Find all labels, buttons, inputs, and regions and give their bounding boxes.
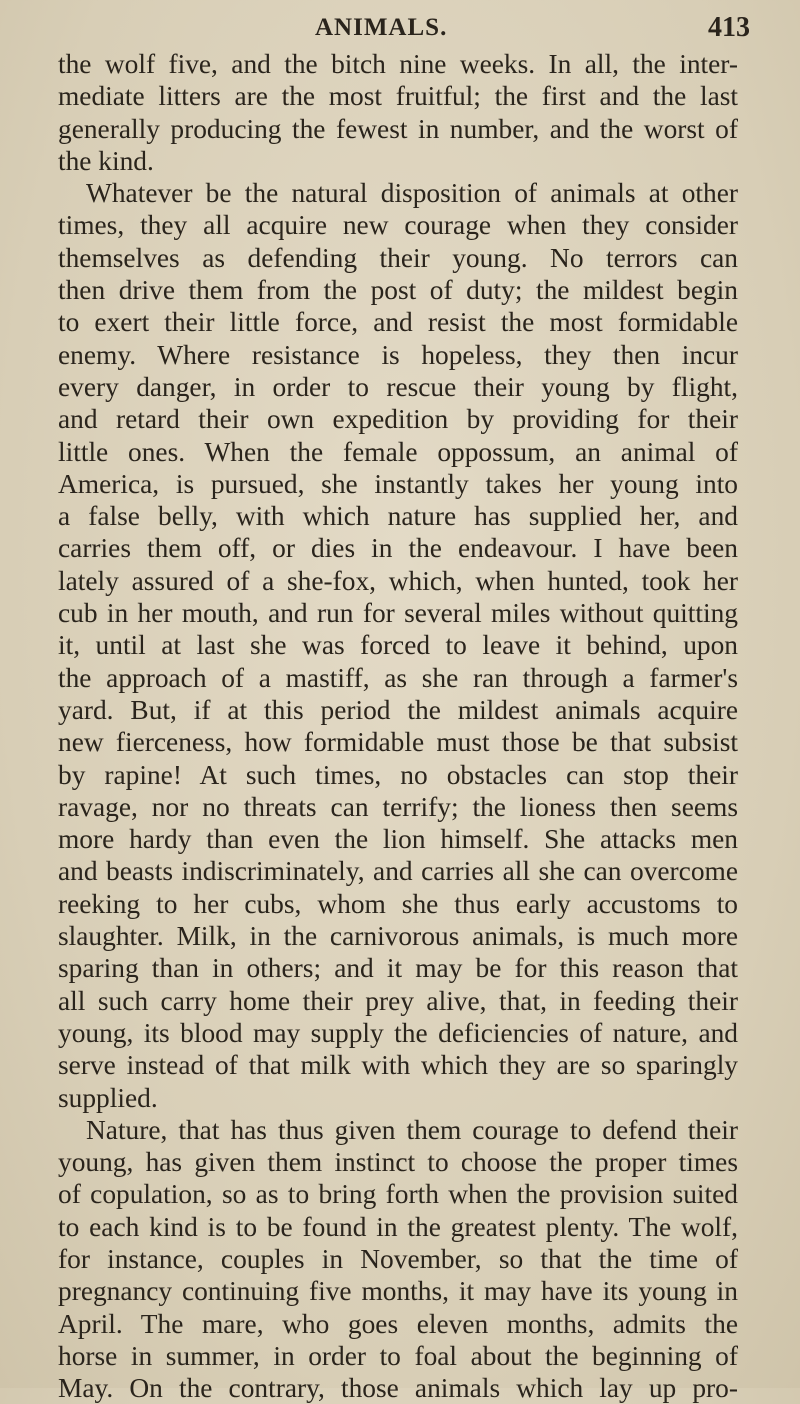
running-head: ANIMALS. — [315, 14, 448, 41]
body-text — [58, 48, 738, 1404]
text-line: by rapine! At such times, no obstacles can stop their — [58, 759, 738, 790]
text-line: carries them off, or dies in the endeavour. I have been — [58, 533, 738, 564]
text-line: more hardy than even the lion himself. She attacks men — [58, 824, 738, 855]
page-number: 413 — [708, 12, 750, 43]
text-line: themselves as defending their young. No terrors can — [58, 242, 738, 273]
text-line: the wolf five, and the bitch nine weeks. In all, the inter- — [58, 49, 738, 79]
text-line: yard. But, if at this period the mildest animals acquire — [58, 694, 738, 725]
text-line: generally producing the fewest in number, and the worst of — [58, 113, 738, 144]
text-line: serve instead of that milk with which they are so sparingly — [58, 1050, 738, 1081]
text-line: enemy. Where resistance is hopeless, they then incur — [58, 339, 738, 370]
text-line: a false belly, with which nature has supplied her, and — [58, 501, 738, 532]
text-line: ravage, nor no threats can terrify; the lioness then seems — [58, 791, 738, 822]
text-line: slaughter. Milk, in the carnivorous animals, is much more — [58, 921, 738, 952]
text-line: the kind. — [58, 145, 154, 176]
text-line: and beasts indiscriminately, and carries all she can overcome — [58, 856, 738, 887]
text-line: pregnancy continuing five months, it may have its young in — [58, 1276, 738, 1307]
text-line: new fierceness, how formidable must those be that subsist — [58, 727, 738, 758]
text-line: horse in summer, in order to foal about the beginning of — [58, 1340, 738, 1371]
text-line: all such carry home their prey alive, that, in feeding their — [58, 985, 738, 1016]
text-line: and retard their own expedition by providing for their — [58, 404, 738, 435]
text-line: young, has given them instinct to choose the proper times — [58, 1147, 738, 1178]
text-line: little ones. When the female oppossum, an animal of — [58, 436, 738, 467]
text-line: the approach of a mastiff, as she ran through a farmer's — [58, 662, 738, 693]
text-line: supplied. — [58, 1082, 158, 1113]
text-line: mediate litters are the most fruitful; the first and the last — [58, 81, 738, 112]
text-line: for instance, couples in November, so that the time of — [58, 1243, 738, 1274]
text-line: April. The mare, who goes eleven months, admits the — [58, 1308, 738, 1339]
text-line: then drive them from the post of duty; the mildest begin — [58, 275, 738, 306]
text-line: of copulation, so as to bring forth when the provision suited — [58, 1179, 738, 1210]
text-line: May. On the contrary, those animals which lay up pro- — [58, 1373, 738, 1404]
text-line: it, until at last she was forced to leave it behind, upon — [58, 630, 738, 661]
page-header — [60, 8, 750, 48]
text-line: lately assured of a she-fox, which, when hunted, took her — [58, 565, 738, 596]
text-line: Whatever be the natural disposition of animals at other — [86, 178, 738, 209]
text-line: America, is pursued, she instantly takes her young into — [58, 468, 738, 499]
text-line: young, its blood may supply the deficiencies of nature, and — [58, 1017, 738, 1048]
text-line: Nature, that has thus given them courage to defend their — [86, 1114, 738, 1145]
text-line: to each kind is to be found in the greatest plenty. The wolf, — [58, 1211, 738, 1242]
text-line: sparing than in others; and it may be for this reason that — [58, 953, 738, 984]
text-line: reeking to her cubs, whom she thus early accustoms to — [58, 888, 738, 919]
text-line: every danger, in order to rescue their young by flight, — [58, 371, 738, 402]
text-line: times, they all acquire new courage when they consider — [58, 210, 738, 241]
text-line: to exert their little force, and resist the most formidable — [58, 307, 738, 338]
text-line: cub in her mouth, and run for several miles without quitting — [58, 598, 738, 629]
